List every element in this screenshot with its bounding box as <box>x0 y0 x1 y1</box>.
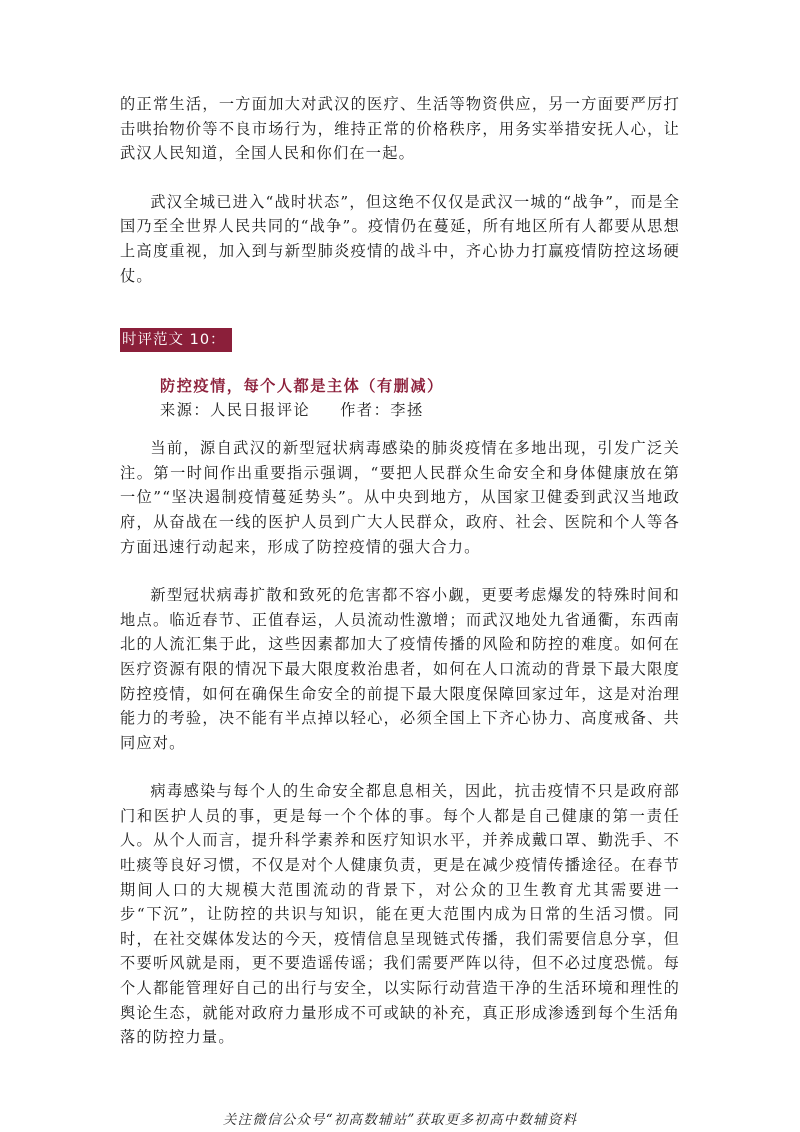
section-label: 时评范文 10： <box>120 328 232 352</box>
footer-note: 关注微信公众号“初高数辅站”获取更多初高中数辅资料 <box>222 1112 578 1128</box>
article-source <box>160 398 680 422</box>
author-label: 作者：李拯 <box>340 401 424 420</box>
article-paragraph-2: 新型冠状病毒扩散和致死的危害都不容小觑，更要考虑爆发的特殊时间和地点。临近春节、正值春运，人员流动性激增；而武汉地处九省通衢，东西南北的人流汇集于此，这些因素都加大了疫情传播的风险和防控的难度。如何在医疗资源有限的情况下最大限度救治患者，如何在人口流动的背景下最大限度防控疫情，如何在确保生命安全的前提下最大限度保障回家过年，这是对治理能力的考验，决不能有半点掉以轻心，必须全国上下齐心协力、高度戒备、共同应对。 <box>120 586 680 752</box>
article-paragraph-1: 当前，源自武汉的新型冠状病毒感染的肺炎疫情在多地出现，引发广泛关注。第一时间作出重要指示强调，“要把人民群众生命安全和身体健康放在第一位”“坚决遏制疫情蔓延势头”。从中央到地方，从国家卫健委到武汉当地政府，从奋战在一线的医护人员到广大人民群众，政府、社会、医院和个人等各方面迅速行动起来，形成了防控疫情的强大合力。 <box>120 439 680 556</box>
intro-paragraph-1: 的正常生活，一方面加大对武汉的医疗、生活等物资供应，另一方面要严厉打击哄抬物价等不良市场行为，维持正常的价格秩序，用务实举措安抚人心，让武汉人民知道，全国人民和你们在一起。 <box>120 95 680 163</box>
document-page <box>120 92 680 1050</box>
intro-paragraph-2: 武汉全城已进入“战时状态”，但这绝不仅仅是武汉一城的“战争”，而是全国乃至全世界人民共同的“战争”。疫情仍在蔓延，所有地区所有人都要从思想上高度重视，加入到与新型肺炎疫情的战斗中，齐心协力打赢疫情防控这场硬仗。 <box>120 192 680 285</box>
article-paragraph-3: 病毒感染与每个人的生命安全都息息相关，因此，抗击疫情不只是政府部门和医护人员的事，更是每一个个体的事。每个人都是自己健康的第一责任人。从个人而言，提升科学素养和医疗知识水平，并养成戴口罩、勤洗手、不吐痰等良好习惯，不仅是对个人健康负责，更是在减少疫情传播途径。在春节期间人口的大规模大范围流动的背景下，对公众的卫生教育尤其需要进一步“下沉”，让防控的共识与知识，能在更大范围内成为日常的生活习惯。同时，在社交媒体发达的今天，疫情信息呈现链式传播，我们需要信息分享，但不要听风就是雨，更不要造谣传谣；我们需要严阵以待，但不必过度恐慌。每个人都能管理好自己的出行与安全，以实际行动营造干净的生活环境和理性的舆论生态，就能对政府力量形成不可或缺的补充，真正形成渗透到每个生活角落的防控力量。 <box>120 782 680 1047</box>
source-label: 来源：人民日报评论 <box>160 401 311 420</box>
article-title: 防控疫情，每个人都是主体（有删减） <box>160 377 444 396</box>
